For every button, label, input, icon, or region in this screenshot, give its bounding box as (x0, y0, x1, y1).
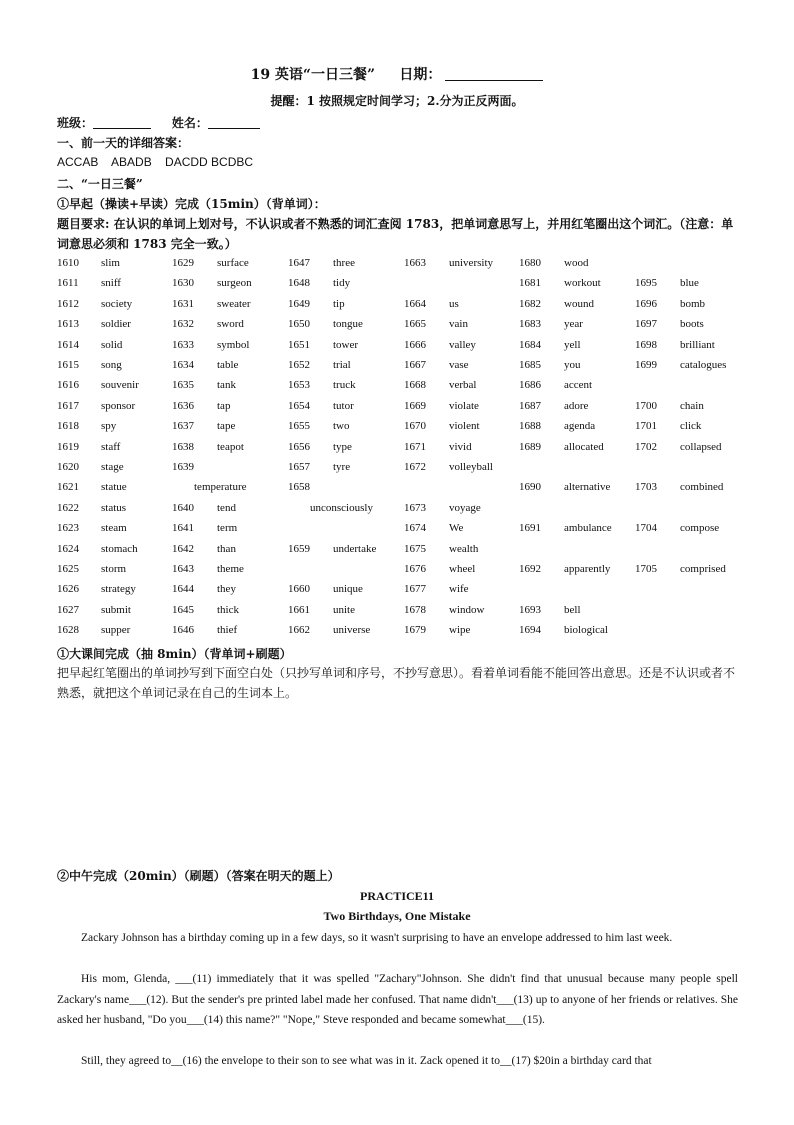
vocab-number: 1686 (519, 379, 541, 392)
vocab-number: 1615 (57, 359, 79, 371)
vocab-word[interactable]: sword (217, 318, 244, 331)
vocab-number: 1612 (57, 297, 79, 310)
vocab-word[interactable]: tap (217, 399, 231, 412)
vocab-number: 1705 (635, 563, 657, 575)
vocab-number: 1616 (57, 379, 79, 392)
step1-instruction-lead: 题目要求 (57, 217, 106, 231)
vocab-word[interactable]: submit (101, 603, 131, 616)
vocab-number: 1681 (519, 277, 541, 290)
vocab-number: 1701 (635, 420, 657, 433)
passage-paragraph-1: Zackary Johnson has a birthday coming up in a few days, so it wasn't surprising to have an envelope addressed to him last week. (81, 932, 673, 944)
vocab-number: 1623 (57, 522, 79, 535)
vocab-number: 1622 (57, 501, 79, 514)
vocab-word[interactable]: unique (333, 583, 363, 596)
vocab-number: 1683 (519, 318, 541, 331)
vocab-word[interactable]: accent (564, 379, 593, 392)
vocab-number: 1685 (519, 359, 541, 371)
vocab-word[interactable]: three (333, 257, 355, 269)
vocab-word[interactable]: alternative (564, 481, 611, 494)
vocab-number: 1647 (288, 257, 310, 269)
vocab-number: 1665 (404, 318, 426, 331)
vocab-word[interactable]: brilliant (680, 338, 715, 351)
vocab-number: 1648 (288, 277, 310, 290)
date-label: 日期： (399, 67, 442, 83)
vocab-number: 1653 (288, 379, 310, 392)
vocab-word[interactable]: vain (449, 318, 468, 331)
vocab-word[interactable]: compose (680, 522, 720, 535)
vocab-number: 1704 (635, 522, 657, 535)
vocab-word[interactable]: surgeon (217, 277, 252, 290)
vocab-word[interactable]: agenda (564, 420, 596, 433)
vocab-number: 1625 (57, 563, 79, 575)
previous-answers: ACCAB ABADB DACDD BCDBC (57, 155, 254, 169)
vocab-word[interactable]: truck (333, 379, 356, 392)
vocab-number: 1621 (57, 481, 79, 494)
vocab-word[interactable]: unite (333, 603, 355, 616)
step1-instruction-text: : 在认识的单词上划对号，不认识或者不熟悉的词汇查阅 1783，把单词意思写上，并用红笔圈出这个词汇。（注意：单词意思必须和 1783 完全一致。） (57, 217, 734, 251)
vocab-word[interactable]: ambulance (564, 522, 612, 535)
vocab-number: 1632 (172, 318, 194, 331)
vocab-number: 1689 (519, 440, 541, 453)
vocab-word[interactable]: chain (680, 399, 704, 412)
vocab-number: 1630 (172, 277, 194, 290)
vocab-number: 1644 (172, 583, 194, 596)
vocab-word[interactable]: table (217, 359, 239, 371)
vocab-word[interactable]: tip (333, 297, 345, 310)
vocab-word[interactable]: yell (564, 338, 581, 351)
vocab-number: 1642 (172, 542, 194, 555)
vocab-number: 1690 (519, 481, 541, 494)
vocab-word[interactable]: tend (217, 501, 236, 514)
vocab-word[interactable]: song (101, 359, 122, 371)
vocab-word[interactable]: slim (101, 257, 120, 269)
vocab-word[interactable]: adore (564, 399, 589, 412)
vocab-number: 1677 (404, 583, 426, 596)
vocab-number: 1700 (635, 399, 657, 412)
vocab-number: 1698 (635, 338, 657, 351)
vocab-number: 1668 (404, 379, 426, 392)
date-blank[interactable] (445, 66, 543, 81)
vocab-number: 1610 (57, 257, 79, 269)
passage-title: Two Birthdays, One Mistake (323, 909, 471, 923)
vocab-number: 1629 (172, 257, 194, 269)
vocab-word[interactable]: wipe (449, 624, 471, 637)
class-label: 班级： (57, 116, 94, 130)
vocab-number: 1656 (288, 440, 310, 453)
vocab-number: 1634 (172, 359, 194, 371)
vocab-number: 1640 (172, 501, 194, 514)
vocab-word[interactable]: voyage (449, 501, 481, 514)
vocab-word[interactable]: wife (449, 583, 469, 596)
vocab-number: 1682 (519, 297, 541, 310)
vocab-word[interactable]: tank (217, 379, 236, 392)
vocab-number: 1646 (172, 624, 194, 637)
vocab-number: 1664 (404, 297, 426, 310)
vocab-number: 1662 (288, 624, 310, 637)
vocab-number: 1674 (404, 522, 426, 535)
vocab-number: 1666 (404, 338, 426, 351)
vocab-word[interactable]: vivid (449, 440, 472, 453)
vocab-word[interactable]: statue (101, 481, 127, 494)
vocab-word[interactable]: click (680, 420, 702, 433)
vocab-word[interactable]: bomb (680, 297, 706, 310)
vocab-number: 1611 (57, 277, 79, 290)
vocab-word[interactable]: they (217, 583, 236, 596)
vocab-number: 1652 (288, 359, 310, 371)
vocab-word[interactable]: strategy (101, 583, 136, 596)
vocab-number: 1663 (404, 257, 426, 269)
word-copy-area[interactable] (57, 710, 741, 860)
vocab-number: 1654 (288, 399, 310, 412)
vocab-number: 1688 (519, 420, 541, 433)
vocab-word[interactable]: storm (101, 563, 127, 575)
vocab-number: 1676 (404, 563, 426, 575)
step1-instruction (57, 214, 742, 254)
vocab-word[interactable]: tower (333, 338, 359, 351)
step1-title: ①早起（操读+早读）完成（15min）（背单词）： (57, 197, 326, 211)
vocab-word[interactable]: We (449, 522, 464, 535)
vocab-number: 1687 (519, 399, 541, 412)
vocab-word[interactable]: two (333, 420, 350, 433)
vocab-number: 1670 (404, 420, 426, 433)
vocab-number: 1613 (57, 318, 79, 331)
vocab-number: 1703 (635, 481, 657, 494)
vocab-word[interactable]: boots (680, 318, 704, 331)
vocab-word[interactable]: solid (101, 338, 123, 351)
vocab-word[interactable]: soldier (101, 318, 131, 331)
name-label: 姓名： (171, 116, 208, 130)
vocab-word[interactable]: catalogues (680, 359, 727, 371)
vocab-number: 1675 (404, 542, 426, 555)
vocab-word[interactable]: unconsciously (310, 501, 373, 514)
step2-title: ①大课间完成（抽 8min）（背单词+刷题） (57, 647, 292, 661)
vocab-number: 1695 (635, 277, 657, 290)
vocab-word[interactable]: tyre (333, 461, 351, 473)
vocab-word[interactable]: bell (564, 603, 581, 616)
vocab-number: 1673 (404, 501, 426, 514)
vocab-word[interactable]: universe (333, 624, 371, 637)
vocab-word[interactable]: tape (217, 420, 236, 433)
vocab-word[interactable]: teapot (217, 440, 244, 453)
vocab-word[interactable]: allocated (564, 440, 604, 453)
vocab-number: 1637 (172, 420, 194, 433)
reminder: 提醒：1 按照规定时间学习；2.分为正反两面。 (270, 94, 524, 108)
vocab-word[interactable]: combined (680, 481, 724, 494)
vocab-word[interactable]: tongue (333, 318, 363, 331)
vocab-word[interactable]: comprised (680, 563, 726, 575)
vocab-word[interactable]: tidy (333, 277, 351, 290)
vocab-word[interactable]: year (564, 318, 583, 331)
vocab-number: 1680 (519, 257, 541, 269)
vocab-word[interactable]: term (217, 522, 238, 535)
vocab-number: 1657 (288, 461, 310, 473)
vocab-word[interactable]: stomach (101, 542, 138, 555)
vocab-word[interactable]: vase (449, 359, 469, 371)
vocab-number: 1659 (288, 542, 310, 555)
vocab-word[interactable]: violate (449, 399, 479, 412)
vocab-word[interactable]: staff (101, 440, 121, 453)
vocab-word[interactable]: supper (101, 624, 131, 637)
vocab-number: 1641 (172, 522, 194, 535)
vocab-number: 1658 (288, 481, 310, 494)
vocab-number: 1633 (172, 338, 194, 351)
vocab-number: 1631 (172, 297, 194, 310)
vocab-word[interactable]: us (449, 297, 459, 310)
vocab-word[interactable]: stage (101, 461, 124, 473)
vocab-word[interactable]: temperature (194, 481, 247, 494)
vocab-number: 1702 (635, 440, 657, 453)
name-blank[interactable] (208, 116, 260, 129)
vocab-number: 1620 (57, 461, 79, 473)
vocab-word[interactable]: sniff (101, 277, 121, 290)
vocab-number: 1684 (519, 338, 541, 351)
vocab-number: 1645 (172, 603, 194, 616)
vocab-number: 1628 (57, 624, 79, 637)
passage-paragraph-2: His mom, Glenda, ___(11) immediately that it was spelled "Zachary"Johnson. She didn't find that unusual because many people spell Zackary's name___(12). But the sender's pre printed label made her confused. That name didn't___(13) up to anyone of her friends or relatives. She asked her husband, "Do you___(14) this name?" "Nope," Steve responded and became somewhat___(15). (57, 973, 738, 1026)
vocab-word[interactable]: spy (101, 420, 117, 433)
vocab-number: 1691 (519, 522, 541, 535)
vocab-number: 1692 (519, 563, 541, 575)
vocab-number: 1671 (404, 440, 426, 453)
vocab-word[interactable]: wheel (449, 563, 476, 575)
vocab-number: 1660 (288, 583, 310, 596)
title-text: 19 英语“一日三餐” (250, 67, 376, 83)
class-name-line (57, 114, 260, 131)
vocab-word[interactable]: valley (449, 338, 476, 351)
vocab-word[interactable]: symbol (217, 338, 250, 351)
vocab-number: 1617 (57, 399, 79, 412)
vocab-word[interactable]: wealth (449, 542, 479, 555)
vocab-number: 1643 (172, 563, 194, 575)
vocab-number: 1679 (404, 624, 426, 637)
vocab-number: 1694 (519, 624, 541, 637)
document-title (0, 64, 794, 84)
vocab-word[interactable]: workout (564, 277, 601, 290)
passage-heading: PRACTICE11 (359, 889, 434, 903)
vocab-number: 1624 (57, 542, 79, 555)
vocab-word[interactable]: type (333, 440, 352, 453)
vocab-number: 1655 (288, 420, 310, 433)
vocab-word[interactable]: than (217, 542, 236, 555)
vocab-number: 1667 (404, 359, 426, 371)
vocab-number: 1649 (288, 297, 310, 310)
vocab-number: 1661 (288, 603, 310, 616)
vocab-number: 1699 (635, 359, 657, 371)
vocab-number: 1638 (172, 440, 194, 453)
step2-instruction: 把早起红笔圈出的单词抄写到下面空白处（只抄写单词和序号，不抄写意思）。看着单词看能不能回答出意思。还是不认识或者不熟悉，就把这个单词记录在自己的生词本上。 (57, 666, 736, 700)
vocab-word[interactable]: thick (217, 603, 239, 616)
vocab-word[interactable]: souvenir (101, 379, 139, 392)
step3-title: ②中午完成（20min）（刷题）（答案在明天的题上） (57, 869, 340, 883)
vocab-word[interactable]: apparently (564, 563, 611, 575)
vocab-word[interactable]: blue (680, 277, 699, 290)
vocab-word[interactable]: sponsor (101, 399, 136, 412)
vocab-number: 1696 (635, 297, 657, 310)
vocab-word[interactable]: university (449, 257, 493, 269)
vocab-word[interactable]: trial (333, 359, 351, 371)
vocab-word[interactable]: surface (217, 257, 249, 269)
vocab-word[interactable]: collapsed (680, 440, 722, 453)
vocab-word[interactable]: wood (564, 257, 589, 269)
vocab-word[interactable]: sweater (217, 297, 251, 310)
vocab-number: 1618 (57, 420, 79, 433)
vocab-word[interactable]: society (101, 297, 133, 310)
vocab-word[interactable]: tutor (333, 399, 354, 412)
vocab-number: 1636 (172, 399, 194, 412)
vocab-word[interactable]: theme (217, 563, 244, 575)
vocab-word[interactable]: window (449, 603, 485, 616)
vocab-word[interactable]: volleyball (449, 461, 493, 473)
vocab-word[interactable]: violent (449, 420, 480, 433)
vocab-number: 1693 (519, 603, 541, 616)
vocab-word[interactable]: wound (564, 297, 594, 310)
vocab-number: 1627 (57, 603, 79, 616)
vocab-word[interactable]: biological (564, 624, 608, 637)
vocab-number: 1639 (172, 461, 194, 473)
vocab-number: 1697 (635, 318, 657, 331)
vocab-word[interactable]: status (101, 501, 127, 514)
vocab-number: 1678 (404, 603, 426, 616)
section2-heading: 二、“一日三餐” (57, 177, 143, 191)
vocab-number: 1651 (288, 338, 310, 351)
vocab-number: 1650 (288, 318, 310, 331)
vocab-number: 1626 (57, 583, 79, 596)
vocab-number: 1672 (404, 461, 426, 473)
vocab-number: 1635 (172, 379, 194, 392)
section1-heading: 一、前一天的详细答案： (57, 136, 190, 150)
vocab-word[interactable]: you (564, 359, 581, 371)
vocab-word[interactable]: thief (217, 624, 238, 637)
vocab-number: 1619 (57, 440, 79, 453)
class-blank[interactable] (93, 116, 151, 129)
vocab-number: 1614 (57, 338, 79, 351)
vocab-number: 1669 (404, 399, 426, 412)
vocab-word[interactable]: verbal (449, 379, 477, 392)
vocab-word[interactable]: steam (101, 522, 127, 535)
vocab-word[interactable]: undertake (333, 542, 377, 555)
passage-paragraph-3: Still, they agreed to__(16) the envelope to their son to see what was in it. Zack opened it to__(17) $20in a birthday card that (81, 1055, 652, 1067)
